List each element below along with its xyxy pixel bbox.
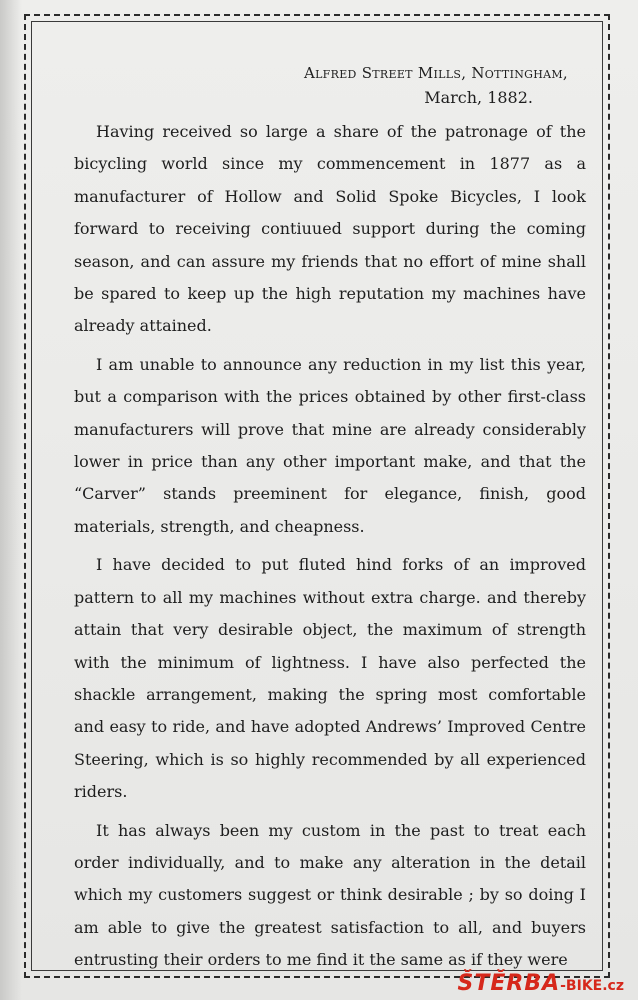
letter-body — [74, 116, 586, 983]
paragraph-3: I have decided to put fluted hind forks of an improved pattern to all my machines without extra charge. and thereby attain that very desirable object, the maximum of strength with the minimum of lightness. I have also perfected the shackle arrangement, making the spring most comfortable and easy to ride, and have adopted Andrews’ Improved Centre Steering, which is so highly recommended by all experienced riders. — [74, 555, 586, 802]
paragraph-2: I am unable to announce any reduction in my list this year, but a comparison with the prices obtained by other first-class manufacturers will prove that mine are already considerably lower in price than any other important make, and that the “Carver” stands preeminent for elegance, finish, good materials, strength, and cheapness. — [74, 354, 586, 536]
sender-address: Alfred Street Mills, Nottingham, — [303, 64, 568, 82]
site-watermark — [458, 971, 625, 996]
watermark-main: ŠTĚRBA — [457, 971, 561, 996]
paragraph-1: Having received so large a share of the patronage of the bicycling world since my commencement in 1877 as a manufacturer of Hollow and Solid Spoke Bicycles, I look forward to receiving contiuued support during the coming season, and can assure my friends that no effort of mine shall be spared to keep up the high reputation my machines have already attained. — [74, 122, 586, 336]
paragraph-4: It has always been my custom in the past to treat each order individually, and to make any alteration in the detail which my customers suggest or think desirable ; by so doing I am able to give the greatest satisfaction to all, and buyers entrusting their orders to me find it the same as if they were — [74, 820, 586, 970]
watermark-suffix: -BIKE.cz — [560, 978, 624, 994]
letter-heading — [0, 64, 638, 114]
letter-date: March, 1882. — [424, 88, 533, 107]
page-edge-shadow — [0, 0, 22, 1000]
